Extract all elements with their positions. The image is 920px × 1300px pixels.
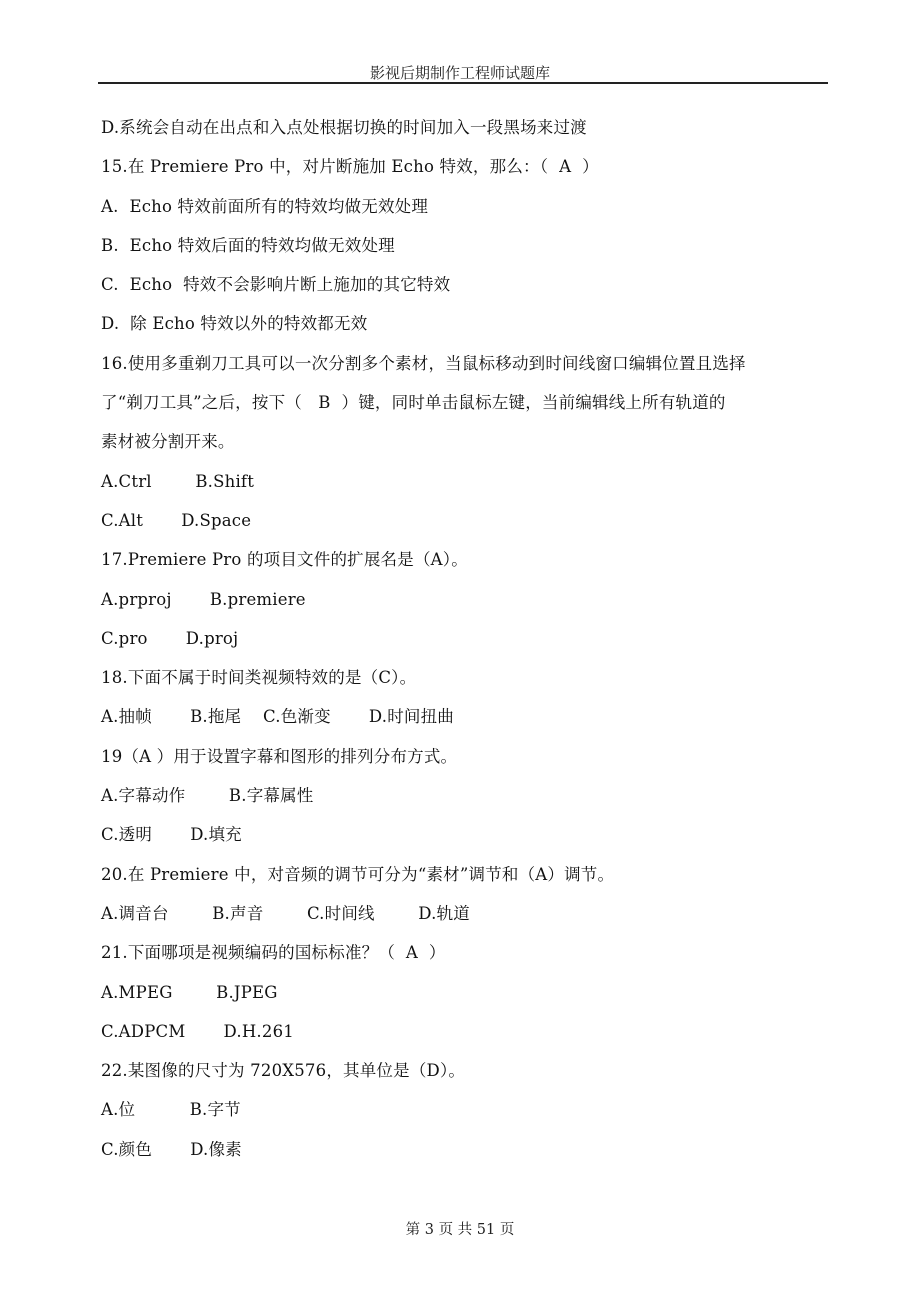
option-line: A.抽帧 B.拖尾 C.色渐变 D.时间扭曲 xyxy=(101,707,455,727)
option-line: A.MPEG B.JPEG xyxy=(101,982,278,1002)
question-16-cont: 素材被分割开来。 xyxy=(101,432,235,452)
document-body xyxy=(101,113,827,1174)
option-line: C.颜色 D.像素 xyxy=(101,1139,242,1159)
option-line: C.ADPCM D.H.261 xyxy=(101,1021,294,1041)
question-21: 21.下面哪项是视频编码的国标标准？（ A ） xyxy=(101,943,446,963)
text-line: D.系统会自动在出点和入点处根据切换的时间加入一段黑场来过渡 xyxy=(101,118,587,137)
option-line: B. Echo 特效后面的特效均做无效处理 xyxy=(101,235,395,255)
question-19: 19（A ）用于设置字幕和图形的排列分布方式。 xyxy=(101,746,458,766)
question-15: 15.在 Premiere Pro 中，对片断施加 Echo 特效，那么：（ A ） xyxy=(101,157,599,177)
header-divider xyxy=(98,82,828,84)
option-line: A.位 B.字节 xyxy=(101,1100,241,1120)
option-line: D. 除 Echo 特效以外的特效都无效 xyxy=(101,314,368,334)
option-line: A.Ctrl B.Shift xyxy=(101,471,255,491)
option-line: A.调音台 B.声音 C.时间线 D.轨道 xyxy=(101,903,470,923)
question-16-cont: 了“剃刀工具”之后，按下（ B ）键，同时单击鼠标左键，当前编辑线上所有轨道的 xyxy=(101,393,726,413)
option-line: A. Echo 特效前面所有的特效均做无效处理 xyxy=(101,196,429,216)
option-line: C.pro D.proj xyxy=(101,628,239,648)
question-18: 18.下面不属于时间类视频特效的是（C）。 xyxy=(101,668,417,688)
option-line: C.透明 D.填充 xyxy=(101,825,242,845)
question-20: 20.在 Premiere 中，对音频的调节可分为“素材”调节和（A）调节。 xyxy=(101,864,615,884)
page-footer: 第 3 页 共 51 页 xyxy=(405,1222,515,1238)
question-17: 17.Premiere Pro 的项目文件的扩展名是（A）。 xyxy=(101,550,468,570)
question-16: 16.使用多重剃刀工具可以一次分割多个素材，当鼠标移动到时间线窗口编辑位置且选择 xyxy=(101,353,746,373)
option-line: C.Alt D.Space xyxy=(101,510,252,530)
option-line: A.prproj B.premiere xyxy=(101,589,306,609)
option-line: A.字幕动作 B.字幕属性 xyxy=(101,786,314,806)
option-line: C. Echo 特效不会影响片断上施加的其它特效 xyxy=(101,275,451,295)
page-header-title: 影视后期制作工程师试题库 xyxy=(369,64,550,82)
question-22: 22.某图像的尺寸为 720X576，其单位是（D）。 xyxy=(101,1061,466,1081)
